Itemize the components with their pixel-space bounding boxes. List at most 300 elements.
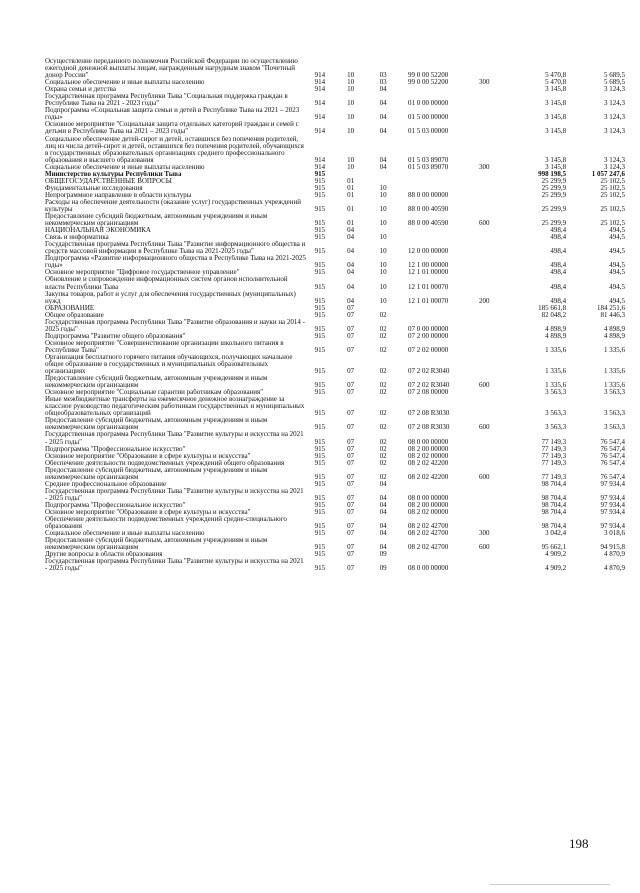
row-target-article: 88 0 00 40590 — [407, 219, 449, 228]
row-amount-2023: 76 547,4 — [600, 472, 625, 481]
row-expense-type — [479, 107, 507, 121]
row-section-code: 07 — [347, 472, 355, 481]
row-name: Организация бесплатного горячего питания обучающихся, получающих начальное общее образование в государственных и муниципальных образовательных организациях — [45, 353, 293, 376]
row-amount-2023: 4 898,9 — [604, 332, 625, 340]
row-section-code: 10 — [347, 79, 355, 87]
row-subsection-code: 02 — [379, 423, 387, 432]
row-amount-2022: 5 470,8 — [545, 71, 567, 80]
row-ved-code: 915 — [314, 493, 326, 502]
row-ved-code: 915 — [314, 170, 326, 178]
row-section-code: 04 — [347, 269, 355, 277]
row-subsection-code: 10 — [379, 184, 387, 192]
row-subsection-code: 02 — [379, 324, 387, 333]
row-expense-type: 600 — [478, 543, 490, 552]
row-amount-2023: 25 102,5 — [600, 191, 625, 199]
row-name: Непрограммное направление в области культуры — [45, 191, 192, 199]
table-row — [45, 192, 625, 199]
row-ved-code: 915 — [314, 345, 326, 354]
row-name: Основное мероприятие "Совершенствование организации школьного питания в Республике Тыва" — [45, 339, 284, 354]
row-subsection-code: 04 — [379, 163, 387, 171]
row-section-code: 07 — [347, 530, 355, 538]
table-row — [45, 375, 625, 389]
row-amount-2023: 494,5 — [609, 269, 625, 277]
row-subsection-code: 10 — [379, 282, 387, 291]
row-name: Основное мероприятие "Социальные гарантии работникам образования" — [45, 389, 264, 397]
row-ved-code: 915 — [314, 381, 326, 390]
row-section-code: 04 — [347, 282, 355, 291]
row-section-code: 07 — [347, 459, 355, 467]
row-ved-code: 914 — [314, 127, 326, 136]
row-section-code: 07 — [347, 564, 355, 573]
row-expense-type — [479, 354, 507, 375]
row-amount-2023: 3 563,3 — [604, 409, 625, 418]
row-subsection-code: 02 — [379, 445, 387, 453]
row-name: Государственная программа Республики Тыва "Развитие образования и науки на 2014 - 2025 годы" — [45, 318, 305, 333]
row-amount-2023: 5 689,5 — [604, 71, 625, 80]
table-row — [45, 121, 625, 135]
page-number: 198 — [569, 836, 589, 851]
row-amount-2023: 76 547,4 — [600, 459, 625, 467]
row-expense-type: 600 — [478, 472, 490, 481]
row-expense-type: 600 — [478, 219, 490, 228]
row-expense-type — [479, 276, 507, 290]
row-section-code: 07 — [347, 367, 355, 376]
row-subsection-code: 10 — [379, 269, 387, 277]
row-ved-code: 915 — [314, 367, 326, 376]
row-ved-code: 915 — [314, 522, 326, 531]
row-amount-2022: 3 145,8 — [545, 155, 567, 164]
row-section-code: 07 — [347, 480, 355, 488]
row-target-article — [408, 178, 479, 185]
row-subsection-code: 04 — [379, 509, 387, 516]
row-amount-2022: 4 909,2 — [545, 551, 567, 559]
row-section-code: 07 — [347, 389, 355, 397]
row-subsection-code: 04 — [379, 113, 387, 122]
row-target-article: 07 2 00 00000 — [407, 332, 449, 340]
row-subsection-code — [380, 178, 408, 185]
row-name: Основное мероприятие "Цифровое государственное управление" — [45, 269, 240, 277]
row-amount-2023: 3 018,6 — [604, 530, 625, 538]
row-subsection-code: 04 — [379, 530, 387, 538]
row-name: Социальное обеспечение детей-сирот и детей, оставшихся без попечения родителей, лиц из числа детей-сирот и детей, оставшихся без попечения родителей, обучающихся в государственных образовательных организациях среднего профессионального образования и высшего образования — [45, 135, 304, 164]
row-amount-2022: 77 149,3 — [541, 437, 567, 446]
row-ved-code: 915 — [314, 472, 326, 481]
row-amount-2023: 1 335,6 — [604, 367, 625, 376]
row-expense-type — [479, 171, 507, 178]
row-amount-2023: 494,5 — [609, 282, 625, 291]
row-amount-2022: 77 149,3 — [541, 459, 567, 467]
row-target-article: 01 5 03 89070 — [407, 155, 449, 164]
row-ved-code: 914 — [314, 71, 326, 80]
row-target-article: 08 0 00 00000 — [407, 564, 449, 573]
row-expense-type — [479, 453, 507, 460]
row-name: Министерство культуры Республики Тыва — [45, 170, 182, 178]
table-row — [45, 312, 625, 319]
row-amount-2023: 1 335,6 — [604, 345, 625, 354]
table-row — [45, 58, 625, 79]
row-amount-2023: 3 124,3 — [604, 155, 625, 164]
row-section-code: 07 — [347, 551, 355, 559]
row-amount-2022: 3 145,8 — [545, 86, 567, 94]
row-amount-2023: 3 124,3 — [604, 127, 625, 136]
table-row — [45, 537, 625, 551]
row-amount-2022: 498,4 — [550, 234, 567, 242]
row-section-code: 04 — [347, 227, 355, 235]
row-target-article: 07 2 08 R3030 — [407, 409, 450, 418]
row-target-article: 12 1 01 00070 — [407, 296, 449, 305]
row-target-article: 08 2 02 42200 — [407, 472, 449, 481]
row-section-code: 10 — [347, 155, 355, 164]
row-amount-2023: 494,5 — [609, 296, 625, 305]
row-subsection-code: 04 — [379, 493, 387, 502]
row-ved-code: 915 — [314, 261, 326, 270]
row-amount-2023: 25 102,5 — [600, 219, 625, 228]
row-subsection-code: 02 — [379, 437, 387, 446]
row-section-code: 07 — [347, 304, 355, 312]
row-subsection-code: 02 — [379, 472, 387, 481]
row-amount-2023: 494,5 — [609, 234, 625, 242]
row-amount-2022: 25 299,9 — [541, 219, 567, 228]
row-ved-code: 914 — [314, 79, 326, 87]
row-subsection-code: 02 — [379, 311, 387, 319]
row-name: Обеспечение деятельности подведомственных учреждений средне-специального образования — [45, 516, 287, 531]
row-expense-type: 600 — [478, 423, 490, 432]
row-section-code: 01 — [347, 177, 355, 185]
row-expense-type — [479, 319, 507, 333]
row-amount-2023: 3 124,3 — [604, 99, 625, 108]
row-subsection-code — [380, 227, 408, 234]
table-row — [45, 354, 625, 375]
row-name: Подпрограмма "Профессиональное искусство" — [45, 445, 186, 453]
row-section-code: 07 — [347, 509, 355, 516]
row-amount-2022: 3 563,3 — [545, 389, 567, 397]
row-amount-2022: 3 563,3 — [545, 423, 567, 432]
row-section-code: 10 — [347, 71, 355, 80]
row-target-article: 08 2 02 42700 — [407, 530, 449, 538]
row-name: Обеспечение деятельности подведомственных учреждений общего образования — [45, 459, 285, 467]
row-amount-2022: 3 145,8 — [545, 99, 567, 108]
row-name: Общее образование — [45, 311, 104, 319]
row-name: Основное мероприятие "Социальная защита отдельных категорий граждан и семей с детьми в Республике Тыва на 2021 – 2023 годы" — [45, 121, 299, 136]
table-row — [45, 164, 625, 171]
row-ved-code: 915 — [314, 269, 326, 277]
row-amount-2022: 498,4 — [550, 227, 567, 235]
row-expense-type — [479, 460, 507, 467]
table-row — [45, 291, 625, 305]
row-name: Основное мероприятие "Образование в сфере культуры и искусства" — [45, 509, 251, 516]
table-row — [45, 269, 625, 276]
row-subsection-code: 10 — [379, 234, 387, 242]
table-row — [45, 460, 625, 467]
row-name: Предоставление субсидий бюджетным, автономным учреждениям и иным некоммерческим организациям — [45, 417, 268, 432]
row-section-code: 04 — [347, 247, 355, 256]
row-amount-2023: 81 446,3 — [600, 311, 625, 319]
table-row — [45, 551, 625, 558]
row-expense-type — [479, 58, 507, 79]
row-section-code: 10 — [347, 163, 355, 171]
table-row — [45, 255, 625, 269]
row-subsection-code: 04 — [379, 501, 387, 509]
row-amount-2023: 97 934,4 — [600, 522, 625, 531]
row-subsection-code: 02 — [379, 459, 387, 467]
row-section-code: 01 — [347, 219, 355, 228]
row-amount-2022: 77 149,3 — [541, 445, 567, 453]
row-name: Подпрограмма «Социальная защита семьи и детей в Республике Тыва на 2021 – 2023 годы» — [45, 107, 300, 122]
row-ved-code: 914 — [314, 113, 326, 122]
row-amount-2022: 1 335,6 — [545, 367, 567, 376]
table-row — [45, 558, 625, 572]
row-section-code: 07 — [347, 345, 355, 354]
row-subsection-code: 10 — [379, 261, 387, 270]
row-section-code: 01 — [347, 184, 355, 192]
row-ved-code: 915 — [314, 564, 326, 573]
row-amount-2022: 98 704,4 — [541, 522, 567, 531]
row-expense-type — [479, 516, 507, 530]
row-expense-type — [479, 558, 507, 572]
row-name: Предоставление субсидий бюджетным, автономным учреждениям и иным некоммерческим организациям — [45, 213, 268, 228]
row-name: Государственная программа Республики Тыва "Социальная поддержка граждан в Республике Тыва на 2021 - 2023 годы" — [45, 93, 288, 108]
row-amount-2022: 77 149,3 — [541, 452, 567, 460]
row-expense-type: 300 — [478, 530, 490, 538]
row-amount-2022: 98 704,4 — [541, 480, 567, 488]
row-ved-code: 915 — [314, 304, 326, 312]
row-amount-2023: 184 251,6 — [597, 304, 625, 312]
row-amount-2023: 1 057 247,6 — [591, 170, 625, 178]
row-ved-code: 914 — [314, 163, 326, 171]
row-ved-code: 915 — [314, 282, 326, 291]
row-target-article: 01 5 00 00000 — [407, 113, 449, 122]
row-amount-2022: 4 909,2 — [545, 564, 567, 573]
row-section-code: 07 — [347, 445, 355, 453]
row-amount-2022: 5 470,8 — [545, 79, 567, 87]
row-amount-2023: 4 870,9 — [604, 551, 625, 559]
row-expense-type — [479, 502, 507, 509]
row-expense-type — [479, 431, 507, 445]
row-amount-2022: 498,4 — [550, 261, 567, 270]
row-name: Предоставление субсидий бюджетным, автономным учреждениям и иным некоммерческим организациям — [45, 537, 268, 552]
row-subsection-code: 09 — [379, 564, 387, 573]
row-name: Предоставление субсидий бюджетным, автономным учреждениям и иным некоммерческим организациям — [45, 466, 268, 481]
row-amount-2023: 1 335,6 — [604, 381, 625, 390]
row-amount-2022: 25 299,9 — [541, 177, 567, 185]
row-section-code: 07 — [347, 543, 355, 552]
row-target-article: 07 2 08 R3030 — [407, 423, 450, 432]
table-row — [45, 417, 625, 431]
row-target-article: 08 2 00 00000 — [407, 445, 449, 453]
table-row — [45, 340, 625, 354]
row-subsection-code — [380, 305, 408, 312]
row-subsection-code: 04 — [379, 99, 387, 108]
row-expense-type: 300 — [478, 163, 490, 171]
row-amount-2023: 76 547,4 — [600, 452, 625, 460]
row-amount-2022: 98 704,4 — [541, 493, 567, 502]
row-subsection-code: 04 — [379, 480, 387, 488]
row-name: НАЦИОНАЛЬНАЯ ЭКОНОМИКА — [45, 227, 151, 235]
row-expense-type — [479, 340, 507, 354]
row-subsection-code: 10 — [379, 247, 387, 256]
table-row — [45, 389, 625, 396]
row-subsection-code: 02 — [379, 452, 387, 460]
table-row — [45, 199, 625, 213]
row-amount-2022: 498,4 — [550, 269, 567, 277]
row-name: ОБРАЗОВАНИЕ — [45, 304, 95, 312]
row-amount-2022: 3 145,8 — [545, 127, 567, 136]
row-name: Другие вопросы в области образования — [45, 551, 163, 559]
row-amount-2022: 1 335,6 — [545, 381, 567, 390]
row-name: Социальное обеспечение и иные выплаты населению — [45, 79, 205, 87]
row-subsection-code: 04 — [379, 86, 387, 94]
row-expense-type — [479, 93, 507, 107]
table-row — [45, 516, 625, 530]
row-subsection-code: 04 — [379, 127, 387, 136]
row-target-article: 07 2 08 00000 — [407, 389, 449, 397]
row-target-article — [408, 171, 479, 178]
row-amount-2022: 3 563,3 — [545, 409, 567, 418]
row-section-code: 10 — [347, 113, 355, 122]
row-expense-type — [479, 234, 507, 241]
row-amount-2022: 4 898,9 — [545, 324, 567, 333]
row-expense-type: 600 — [478, 381, 490, 390]
row-amount-2023: 494,5 — [609, 247, 625, 256]
table-row — [45, 305, 625, 312]
row-ved-code: 915 — [314, 509, 326, 516]
row-ved-code: 914 — [314, 155, 326, 164]
row-amount-2023: 494,5 — [609, 261, 625, 270]
row-ved-code: 915 — [314, 204, 326, 213]
row-ved-code: 915 — [314, 409, 326, 418]
row-target-article: 07 2 02 R3040 — [407, 367, 450, 376]
row-name: Государственная программа Республики Тыва "Развитие культуры и искусства на 2021 - 2025 годы" — [45, 558, 304, 573]
row-name: ОБЩЕГОСУДАРСТВЕННЫЕ ВОПРОСЫ — [45, 177, 172, 185]
row-subsection-code — [380, 171, 408, 178]
row-expense-type: 300 — [478, 79, 490, 87]
row-expense-type — [479, 488, 507, 502]
table-row — [45, 93, 625, 107]
row-ved-code: 915 — [314, 296, 326, 305]
row-amount-2022: 498,4 — [550, 282, 567, 291]
row-amount-2022: 185 661,8 — [538, 304, 567, 312]
row-amount-2023: 3 563,3 — [604, 389, 625, 397]
row-target-article: 08 2 02 00000 — [407, 452, 449, 460]
row-subsection-code: 10 — [379, 296, 387, 305]
table-row — [45, 276, 625, 290]
row-name: Связь и информатика — [45, 234, 109, 242]
row-section-code: 07 — [347, 324, 355, 333]
row-section-code: 07 — [347, 493, 355, 502]
row-target-article — [408, 305, 479, 312]
row-target-article — [408, 551, 479, 558]
table-row — [45, 227, 625, 234]
row-amount-2023: 3 124,3 — [604, 86, 625, 94]
row-name: Основное мероприятие "Образование в сфере культуры и искусства" — [45, 452, 251, 460]
row-name: Закупка товаров, работ и услуг для обеспечения государственных (муниципальных) нужд — [45, 290, 296, 305]
row-amount-2022: 82 048,2 — [541, 311, 567, 319]
row-amount-2022: 498,4 — [550, 247, 567, 256]
row-target-article — [408, 481, 479, 488]
row-expense-type: 200 — [478, 296, 490, 305]
row-amount-2022: 25 299,9 — [541, 191, 567, 199]
table-row — [45, 213, 625, 227]
row-amount-2022: 98 704,4 — [541, 501, 567, 509]
row-expense-type — [479, 241, 507, 255]
row-expense-type — [479, 178, 507, 185]
row-section-code: 04 — [347, 261, 355, 270]
row-target-article: 12 1 01 00070 — [407, 282, 449, 291]
row-expense-type — [479, 551, 507, 558]
row-ved-code: 915 — [314, 234, 326, 242]
row-target-article — [408, 312, 479, 319]
table-row — [45, 333, 625, 340]
row-subsection-code: 04 — [379, 155, 387, 164]
row-name: Охрана семьи и детства — [45, 86, 116, 94]
row-name: Предоставление субсидий бюджетным, автономным учреждениям и иным некоммерческим организациям — [45, 375, 268, 390]
table-row — [45, 509, 625, 516]
row-amount-2023: 3 124,3 — [604, 163, 625, 171]
row-amount-2023: 97 934,4 — [600, 509, 625, 516]
row-amount-2022: 77 149,3 — [541, 472, 567, 481]
row-amount-2022: 95 662,1 — [541, 543, 567, 552]
row-name: Осуществление переданного полномочия Российской Федерации по осуществлению ежегодной денежной выплаты лицам, награжденным нагрудным знаком "Почетный донор России" — [45, 58, 298, 80]
row-target-article: 08 0 00 00000 — [407, 437, 449, 446]
row-amount-2022: 3 145,8 — [545, 113, 567, 122]
row-target-article: 01 5 03 89070 — [407, 163, 449, 171]
row-name: Социальное обеспечение и иные выплаты населению — [45, 530, 205, 538]
row-expense-type — [479, 185, 507, 192]
row-ved-code: 915 — [314, 445, 326, 453]
row-expense-type — [479, 255, 507, 269]
row-amount-2022: 498,4 — [550, 296, 567, 305]
row-target-article: 08 2 02 42700 — [407, 543, 449, 552]
row-target-article: 07 2 02 R3040 — [407, 381, 450, 390]
row-expense-type — [479, 227, 507, 234]
row-section-code: 07 — [347, 522, 355, 531]
row-name: Подпрограмма "Развитие общего образования" — [45, 332, 186, 340]
budget-table-body — [45, 58, 625, 572]
row-section-code: 10 — [347, 86, 355, 94]
row-amount-2023: 25 102,5 — [600, 177, 625, 185]
row-target-article: 12 1 00 00000 — [407, 261, 449, 270]
table-row — [45, 136, 625, 164]
row-target-article: 12 1 01 00000 — [407, 269, 449, 277]
row-section-code: 07 — [347, 311, 355, 319]
table-row — [45, 171, 625, 178]
row-ved-code: 915 — [314, 423, 326, 432]
row-subsection-code: 03 — [379, 71, 387, 80]
row-expense-type — [479, 509, 507, 516]
row-expense-type — [479, 305, 507, 312]
row-subsection-code: 02 — [379, 332, 387, 340]
row-ved-code: 915 — [314, 247, 326, 256]
row-ved-code: 915 — [314, 543, 326, 552]
row-section-code: 07 — [347, 501, 355, 509]
row-expense-type — [479, 396, 507, 417]
table-row — [45, 178, 625, 185]
row-name: Государственная программа Республики Тыва "Развитие информационного общества и средств массовой информации в Республике Тыва на 2021-2025 годы" — [45, 241, 306, 256]
row-ved-code: 915 — [314, 452, 326, 460]
row-amount-2023: 97 934,4 — [600, 480, 625, 488]
row-amount-2023: 76 547,4 — [600, 445, 625, 453]
row-amount-2022: 25 299,9 — [541, 204, 567, 213]
row-ved-code: 915 — [314, 311, 326, 319]
table-row — [45, 488, 625, 502]
row-target-article: 88 0 00 40590 — [407, 204, 449, 213]
row-amount-2022: 1 335,6 — [545, 345, 567, 354]
row-target-article: 99 0 00 52200 — [407, 79, 449, 87]
row-expense-type — [479, 269, 507, 276]
row-subsection-code: 02 — [379, 381, 387, 390]
row-expense-type — [479, 312, 507, 319]
table-row — [45, 453, 625, 460]
